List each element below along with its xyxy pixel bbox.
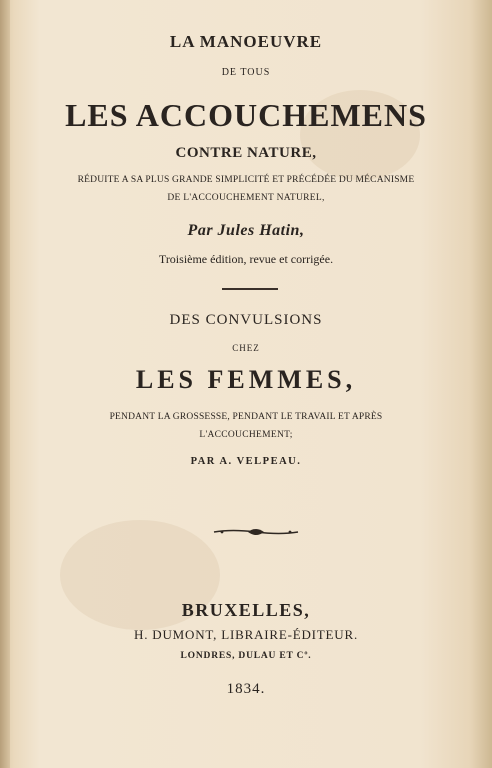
divider-rule <box>222 288 278 290</box>
author-velpeau: PAR A. VELPEAU. <box>190 456 302 467</box>
imprint-city: BRUXELLES, <box>181 600 311 620</box>
author-hatin: Par Jules Hatin, <box>187 222 305 239</box>
second-main-title: LES FEMMES, <box>135 365 357 394</box>
ornament-divider-icon <box>212 526 300 538</box>
title-line-2: DE TOUS <box>221 67 271 78</box>
imprint-year: 1834. <box>226 681 266 697</box>
imprint-london: LONDRES, DULAU ET Cº. <box>180 651 312 661</box>
second-title-line-2: CHEZ <box>232 343 260 353</box>
second-subtitle-line-1: PENDANT LA GROSSESSE, PENDANT LE TRAVAIL ET APRÈS <box>109 412 383 422</box>
second-subtitle-line-2: L'ACCOUCHEMENT; <box>199 430 293 440</box>
subtitle-line-1: RÉDUITE A SA PLUS GRANDE SIMPLICITÉ ET PRÉCÉDÉE DU MÉCANISME <box>77 175 415 185</box>
imprint-publisher: H. DUMONT, LIBRAIRE-ÉDITEUR. <box>134 627 358 642</box>
title-line-4: CONTRE NATURE, <box>175 145 317 161</box>
title-line-1: LA MANOEUVRE <box>169 32 323 51</box>
edition-note: Troisième édition, revue et corrigée. <box>158 252 334 266</box>
subtitle-line-2: DE L'ACCOUCHEMENT NATUREL, <box>167 193 325 203</box>
main-title: LES ACCOUCHEMENS <box>65 97 427 133</box>
second-title-line-1: DES CONVULSIONS <box>169 312 323 328</box>
